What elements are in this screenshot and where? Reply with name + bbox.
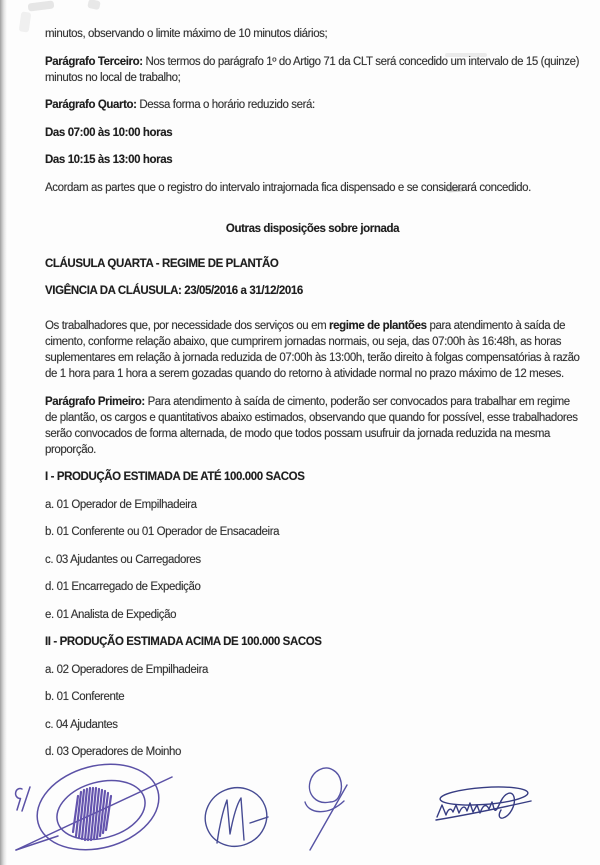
signature-2-oval-initials-icon (196, 778, 275, 855)
scan-left-edge (0, 0, 7, 865)
list-item: b. 01 Conferente ou 01 Operador de Ensacadeira (45, 526, 280, 538)
scan-artifact (19, 11, 32, 32)
list-item: c. 03 Ajudantes ou Carregadores (45, 553, 201, 566)
scan-artifact (87, 0, 101, 10)
paragraph-quarto-label: Parágrafo Quarto: (45, 99, 137, 111)
paragraph-terceiro-label: Parágrafo Terceiro: (45, 55, 143, 68)
list-item: d. 01 Encarregado de Expedição (45, 581, 201, 593)
paragraph-trabalhadores-post: para atendimento à saída de cimento, conforme relação abaixo, que cumprirem jornadas normais, ou seja, das 07:00h às 16:48h, as horas suplementares em relação à jornada reduzida de 07:00h às 13:00h, terão direito à folgas compensatórias à razão de 1 hora para 1 hora a serem gozadas quando do retorno à atividade normal no prazo máximo de 12 meses. (45, 320, 580, 380)
list-item: d. 03 Operadores de Moinho (45, 746, 182, 758)
list-item: a. 02 Operadores de Empilhadeira (45, 663, 209, 676)
paragraph-trabalhadores (45, 318, 580, 382)
schedule-line-2: Das 10:15 às 13:00 horas (45, 154, 173, 166)
section-title: Outras disposições sobre jornada (225, 222, 400, 235)
document-content (45, 26, 580, 772)
regime-plantoes-bold: regime de plantões (329, 320, 427, 332)
schedule-line-1: Das 07:00 às 10:00 horas (45, 126, 173, 139)
scan-artifact (28, 0, 55, 11)
list1-title: I - PRODUÇÃO ESTIMADA DE ATÉ 100.000 SACOS (45, 471, 305, 483)
paragraph-primeiro-label: Parágrafo Primeiro: (45, 395, 145, 408)
paragraph-terceiro-text: Nos termos do parágrafo 1º do Artigo 71 da CLT será concedido um intervalo de 15 (quinze) minutos no local de trabalho; (45, 55, 580, 84)
signature-4-cursive-underline-icon (436, 784, 531, 820)
signature-3-loop-stem-icon (305, 768, 347, 850)
clausula-quarta-title: CLÁUSULA QUARTA - REGIME DE PLANTÃO (45, 257, 279, 270)
paragraph-quarto-text: Dessa forma o horário reduzido será: (136, 99, 315, 111)
list-item: a. 01 Operador de Empilhadeira (45, 498, 197, 511)
paragraph-continuation: minutos, observando o limite máximo de 10 minutos diários; (45, 28, 328, 40)
paragraph-acordam: Acordam as partes que o registro do intervalo intrajornada fica dispensado e se considerará concedido. (45, 181, 531, 194)
vigencia-line: VIGÊNCIA DA CLÁUSULA: 23/05/2016 a 31/12/2016 (45, 285, 303, 297)
paragraph-primeiro-text: Para atendimento à saída de cimento, poderão ser convocados para trabalhar em regime de plantão, os cargos e quantitativos abaixo estimados, observando que quando for possível, esse trabalhadores serão convocados de forma alternada, de modo que todos possam usufruir da jornada reduzida na mesma proporção. (45, 395, 578, 456)
paragraph-trabalhadores-pre: Os trabalhadores que, por necessidade dos serviços ou em (45, 320, 330, 332)
signatures-area (0, 760, 600, 865)
list-item: c. 04 Ajudantes (45, 718, 118, 731)
list-item: e. 01 Analista de Expedição (45, 608, 177, 621)
list2-title: II - PRODUÇÃO ESTIMADA ACIMA DE 100.000 SACOS (45, 636, 322, 648)
signature-1-oval-scribble-icon (16, 760, 172, 863)
list-item: b. 01 Conferente (45, 691, 125, 703)
paragraph-primeiro (45, 394, 580, 458)
paragraph-quarto (45, 97, 580, 113)
paragraph-terceiro (45, 54, 580, 86)
